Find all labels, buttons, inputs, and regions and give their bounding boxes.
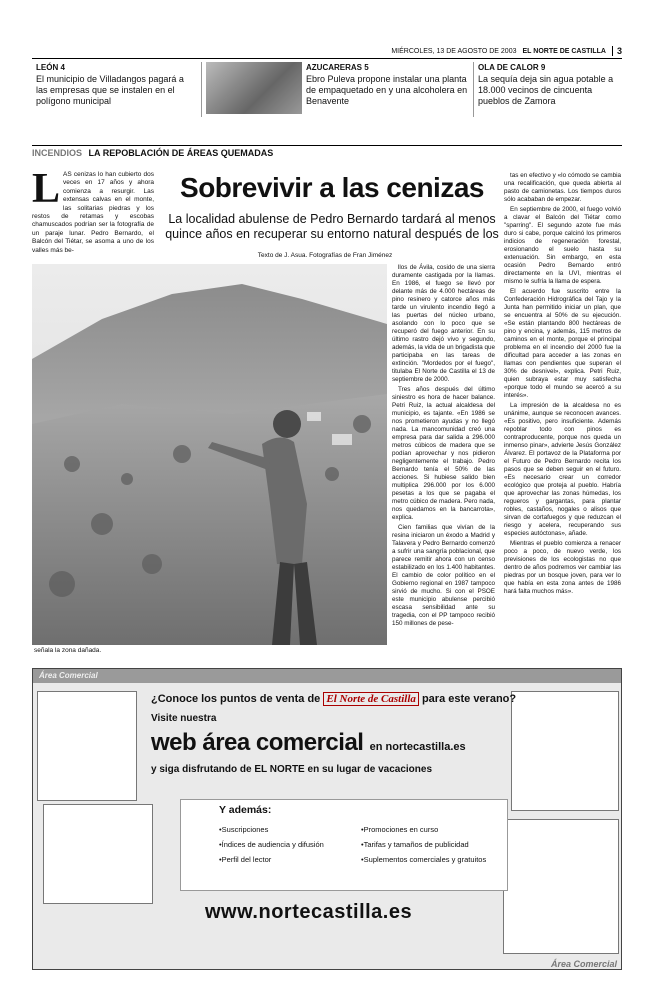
- paragraph: En septiembre de 2000, el fuego volvió a clavar el Balcón del Tiétar como "sparring". El segundo azote fue más duro si cabe, porque calcinó los primeros indicios de regeneración forestal, erosionando el suelo hasta su extenuación. Sin embargo, en esta ocasión Pedro Bernardo entró directamente en la UVI, mientras el mismo le sufría la llama de espera.: [504, 206, 621, 285]
- article-subhead: La localidad abulense de Pedro Bernardo tardará al menos quince años en recuperar su entorno natural después de los: [165, 212, 499, 241]
- ad-list-item: • Promociones en curso: [361, 822, 486, 837]
- ad-question-start: ¿Conoce los puntos de venta de: [151, 693, 321, 705]
- teaser-azucareras[interactable]: [202, 62, 474, 117]
- teaser-text: La sequía deja sin agua potable a 18.000 vecinos de cincuenta pueblos de Zamora: [478, 74, 614, 106]
- teaser-photo: [206, 62, 302, 114]
- teaser-leon[interactable]: [32, 62, 202, 117]
- teaser-bar: [32, 62, 622, 117]
- section-name: INCENDIOS: [32, 148, 83, 158]
- ad-list-item: • Suplementos comerciales y gratuitos: [361, 852, 486, 867]
- article-headline: Sobrevivir a las cenizas: [180, 172, 484, 203]
- ad-tagline: y siga disfrutando de EL NORTE en su lugar de vacaciones: [151, 764, 433, 775]
- page-number: 3: [612, 46, 622, 56]
- ad-list-item: • Perfil del lector: [219, 852, 324, 867]
- teaser-text: Ebro Puleva propone instalar una planta de empaquetado en y una alcoholera en Benavente: [306, 74, 468, 106]
- paragraph: La impresión de la alcaldesa no es unánime, aunque se reconocen avances. «Es positivo, pero insuficiente. Además repoblar todo con pinos es contraproducente, porque nos queda un inmenso pinar», advierte Jesús González Álvarez. El portavoz de la Plataforma por el Futuro de Pedro Bernardo recita los pasos que se deben seguir en el futuro. «Es necesario crear un corredor ecológico que proteja al pueblo. Habría que aprovechar las zonas húmedas, los regueros y gargantas, para plantar robles, castaños, nogales o alisos que sirvan de cortafuegos y que reduzcan el riesgo y acelera, recuperando sus especies autóctonas», añade.: [504, 402, 621, 537]
- article-column-1: [392, 264, 495, 630]
- paragraph: Cien familias que vivían de la resina iniciaron un éxodo a Madrid y Talavera y Pedro Bernardo comenzó a sufrir una sangría poblacional, que parece remitir ahora con un censo estabilizado en los 1.400 habitantes. El cambio de color político en el Gobierno regional en 1987 tampoco sirvió de mucho. Si con el PSOE este municipio abulense percibió escasa sensibilidad ante su tragedia, con el PP tampoco recibió 150 millones de pese-: [392, 524, 495, 627]
- article-photo: [32, 264, 387, 645]
- ad-top-bar: Área Comercial: [33, 669, 621, 683]
- ad-screenshot-left-bottom: [43, 804, 153, 904]
- ad-headline-suffix: en nortecastilla.es: [369, 741, 466, 753]
- teaser-ola-de-calor[interactable]: [474, 62, 622, 117]
- ad-screenshot-right-bottom: [503, 819, 619, 954]
- ad-headline-main: web área comercial: [151, 729, 364, 756]
- ad-panel-title: Y además:: [219, 804, 272, 816]
- ad-visite: Visite nuestra: [151, 713, 217, 724]
- header-date: MIÉRCOLES, 13 DE AGOSTO DE 2003: [391, 47, 517, 55]
- paragraph: tas en efectivo y «lo cómodo se cambia una recalificación, que queda abierta al pasto de camionetas. Los tiempos duros sólo acababan de empezar.: [504, 172, 621, 203]
- drop-cap: L: [32, 166, 61, 212]
- photo-caption: señala la zona dañada.: [34, 647, 102, 654]
- ad-url-link[interactable]: www.nortecastilla.es: [205, 901, 413, 923]
- paragraph: llos de Ávila, cosido de una sierra duramente castigada por la llamas. En 1986, el fuego se llevó por delante más de 4.000 hectáreas de pino resinero y catorce años más tarde un virulento incendio llegó a las puertas del núcleo urbano, asolando con lo poco que se recuperó del fuego anterior. En su último rastro dejó vivo y segundo, además, la vida de un brigadista que participaba en las tareas de extinción. "Mordedos por el fuego", titulaba El Norte de Castilla el 13 de septiembre de 2000.: [392, 264, 495, 383]
- paragraph: El acuerdo fue suscrito entre la Confederación Hidrográfica del Tajo y la Junta han permitido iniciar un plan, que se encuentra al 50% de su ejecución. «Se están plantando 800 hectáreas de pino y encina, y además, 115 metros de caminos en el monte, porque el principal problema en el incendio del 2000 fue la dificultad para acceder a las zonas en llamas con pendientes que superan el 30% de desnivel», explica. Petri Ruiz, quien subraya estar muy satisfecha «porque todo el mundo se acercó a su interés».: [504, 288, 621, 399]
- hillside-photo-illustration: [32, 264, 387, 645]
- ad-list-item: • Suscripciones: [219, 822, 324, 837]
- article-byline: Texto de J. Asua. Fotografías de Fran Jiménez: [257, 252, 393, 259]
- page-header: [32, 44, 622, 59]
- section-title: LA REPOBLACIÓN DE ÁREAS QUEMADAS: [88, 148, 274, 158]
- teaser-tag: AZUCARERAS 5: [306, 63, 369, 72]
- ad-bottom-tag: Área Comercial: [550, 959, 617, 969]
- ad-list-item: • Índices de audiencia y difusión: [219, 837, 324, 852]
- ad-features-panel: [180, 799, 508, 891]
- ad-screenshot-map: [511, 691, 619, 811]
- ad-screenshot-left-top: [37, 691, 137, 801]
- teaser-text: El municipio de Villadangos pagará a las empresas que se instalen en el polígono municipal: [36, 74, 184, 106]
- header-paper-name: EL NORTE DE CASTILLA: [522, 47, 606, 55]
- ad-question-end: para este verano?: [421, 693, 517, 705]
- el-norte-logo: El Norte de Castilla: [323, 692, 419, 706]
- section-header: [32, 145, 622, 158]
- teaser-tag: LEÓN 4: [36, 63, 65, 72]
- teaser-tag: OLA DE CALOR 9: [478, 63, 546, 72]
- ad-headline: [151, 729, 466, 757]
- ad-list-right: [361, 822, 486, 867]
- advertisement-area-comercial[interactable]: [32, 668, 622, 970]
- article-intro: [32, 166, 154, 255]
- ad-question: [151, 693, 516, 705]
- paragraph: Tres años después del último siniestro es hora de hacer balance. Petri Ruiz, la actual alcaldesa del municipio, es tajante. «En 1986 se nos prometieron ayudas y no llegó nada. La mancomunidad creó una empresa para dar salida a 296.000 metros cúbicos de madera que se podían aprovechar y nos pidieron negligentemente el trabajo. Pedro Bernardo tenía el 50% de las acciones. Si hubiese salido bien multiplica 296.000 por los 6.000 pesetas a los que se pagaba el metro cúbico de madera. Pero nada, nos quedamos en la bancarrota», explica.: [392, 386, 495, 521]
- intro-text: AS cenizas lo han cubierto dos veces en 17 años y ahora comienza a resurgir. Las extensas calvas en el monte, las solitarias piedras y los restos de retamas y escobas chamuscados podrían ser la fotografía de un paraje lunar. Pedro Bernardo, el Balcón del Tiétar, se asoma a uno de los valles más be-: [32, 171, 154, 254]
- article-column-2: [504, 172, 621, 598]
- ad-list-item: • Tarifas y tamaños de publicidad: [361, 837, 486, 852]
- ad-list-left: [219, 822, 324, 867]
- paragraph: Mientras el pueblo comienza a renacer poco a poco, de nuevo verde, los previsiones de los ecologistas no que dentro de años podremos ver cambiar las piedras por un bosque joven, para ver lo que había en esta zona antes de 1986 hará falta muchos más».: [504, 540, 621, 595]
